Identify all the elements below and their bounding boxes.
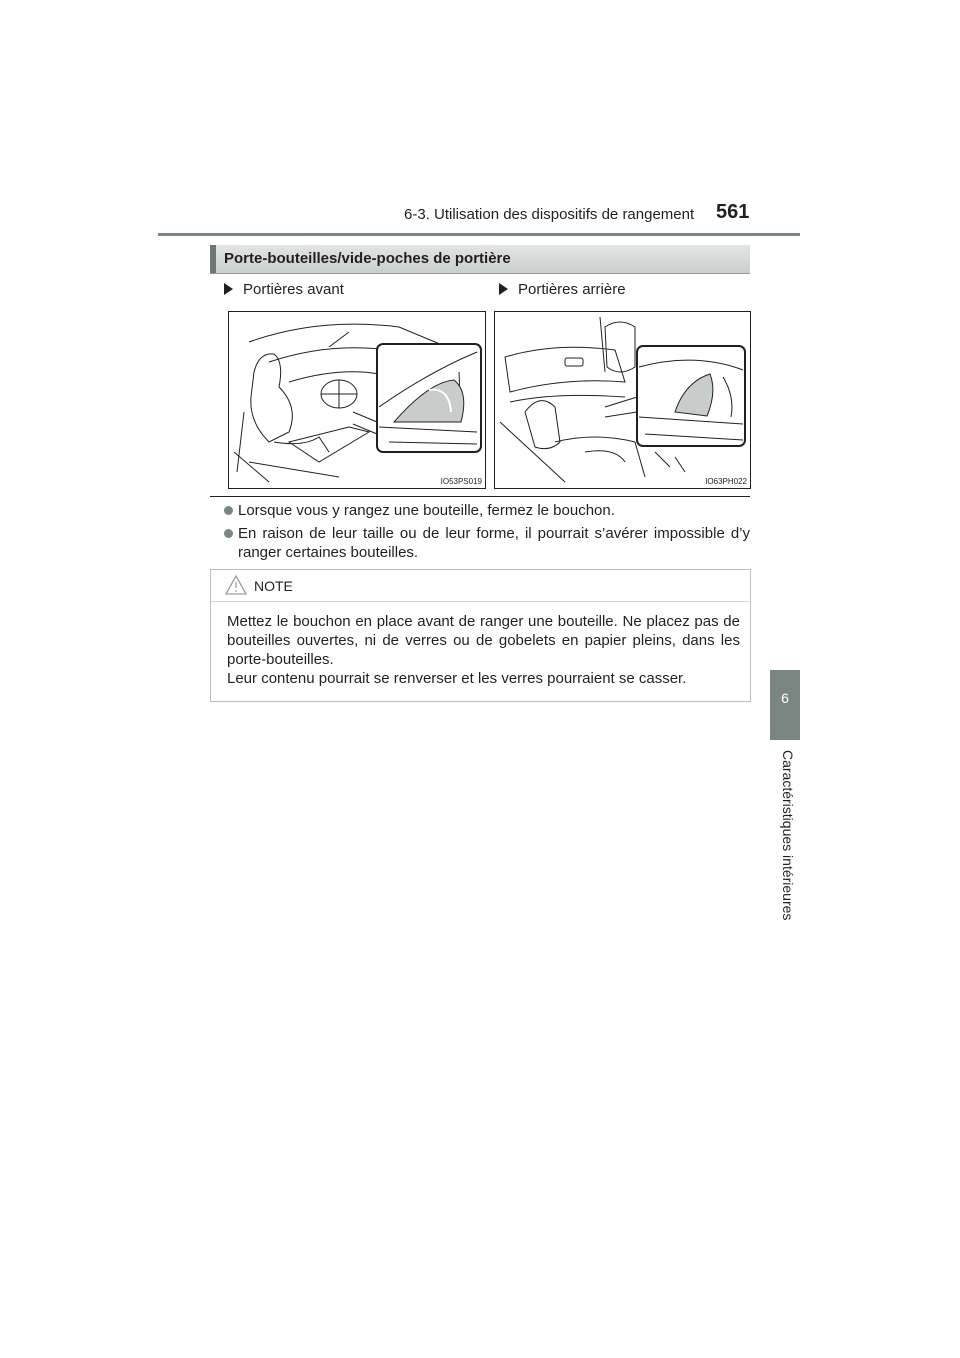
header-title: 6-3. Utilisation des dispositifs de rangement (404, 206, 695, 223)
front-door-illustration (228, 311, 486, 489)
bullet-text: Lorsque vous y rangez une bouteille, fermez le bouchon. (238, 502, 615, 519)
rear-door-drawing (495, 312, 750, 488)
separator-rule (210, 496, 750, 497)
section-heading-bar (210, 245, 216, 273)
rear-door-illustration (494, 311, 751, 489)
warning-triangle-icon (224, 574, 248, 596)
bullet-dot-icon (224, 529, 233, 538)
note-paragraph: Mettez le bouchon en place avant de ranger une bouteille. Ne placez pas de bouteilles ouvertes, ni de verres ou de gobelets en papier pleins, dans les porte-bouteilles. (227, 613, 740, 668)
front-figure-code: IO53PS019 (440, 477, 482, 486)
bullet-text: En raison de leur taille ou de leur forme, il pourrait s’avérer impossible d’y ranger certaines bouteilles. (238, 525, 750, 561)
section-heading (210, 245, 750, 274)
rear-figure-code: IO63PH022 (705, 477, 747, 486)
subheading-rear-label: Portières arrière (518, 281, 626, 298)
arrow-right-icon (499, 283, 508, 295)
page-number: 561 (716, 201, 750, 223)
subheading-front-label: Portières avant (243, 281, 344, 298)
note-body (227, 612, 740, 688)
arrow-right-icon (224, 283, 233, 295)
list-item (224, 524, 750, 564)
bullet-dot-icon (224, 506, 233, 515)
chapter-tab-number: 6 (781, 690, 789, 706)
subheading-front-doors (224, 281, 344, 298)
front-door-drawing (229, 312, 485, 488)
note-title: NOTE (254, 578, 293, 594)
header-rule (158, 233, 800, 236)
note-divider (211, 601, 749, 602)
chapter-side-label: Caractéristiques intérieures (780, 750, 796, 921)
subheading-rear-doors (499, 281, 626, 298)
section-heading-text: Porte-bouteilles/vide-poches de portière (224, 250, 511, 267)
note-paragraph: Leur contenu pourrait se renverser et les verres pourraient se casser. (227, 670, 687, 687)
list-item (224, 501, 750, 521)
